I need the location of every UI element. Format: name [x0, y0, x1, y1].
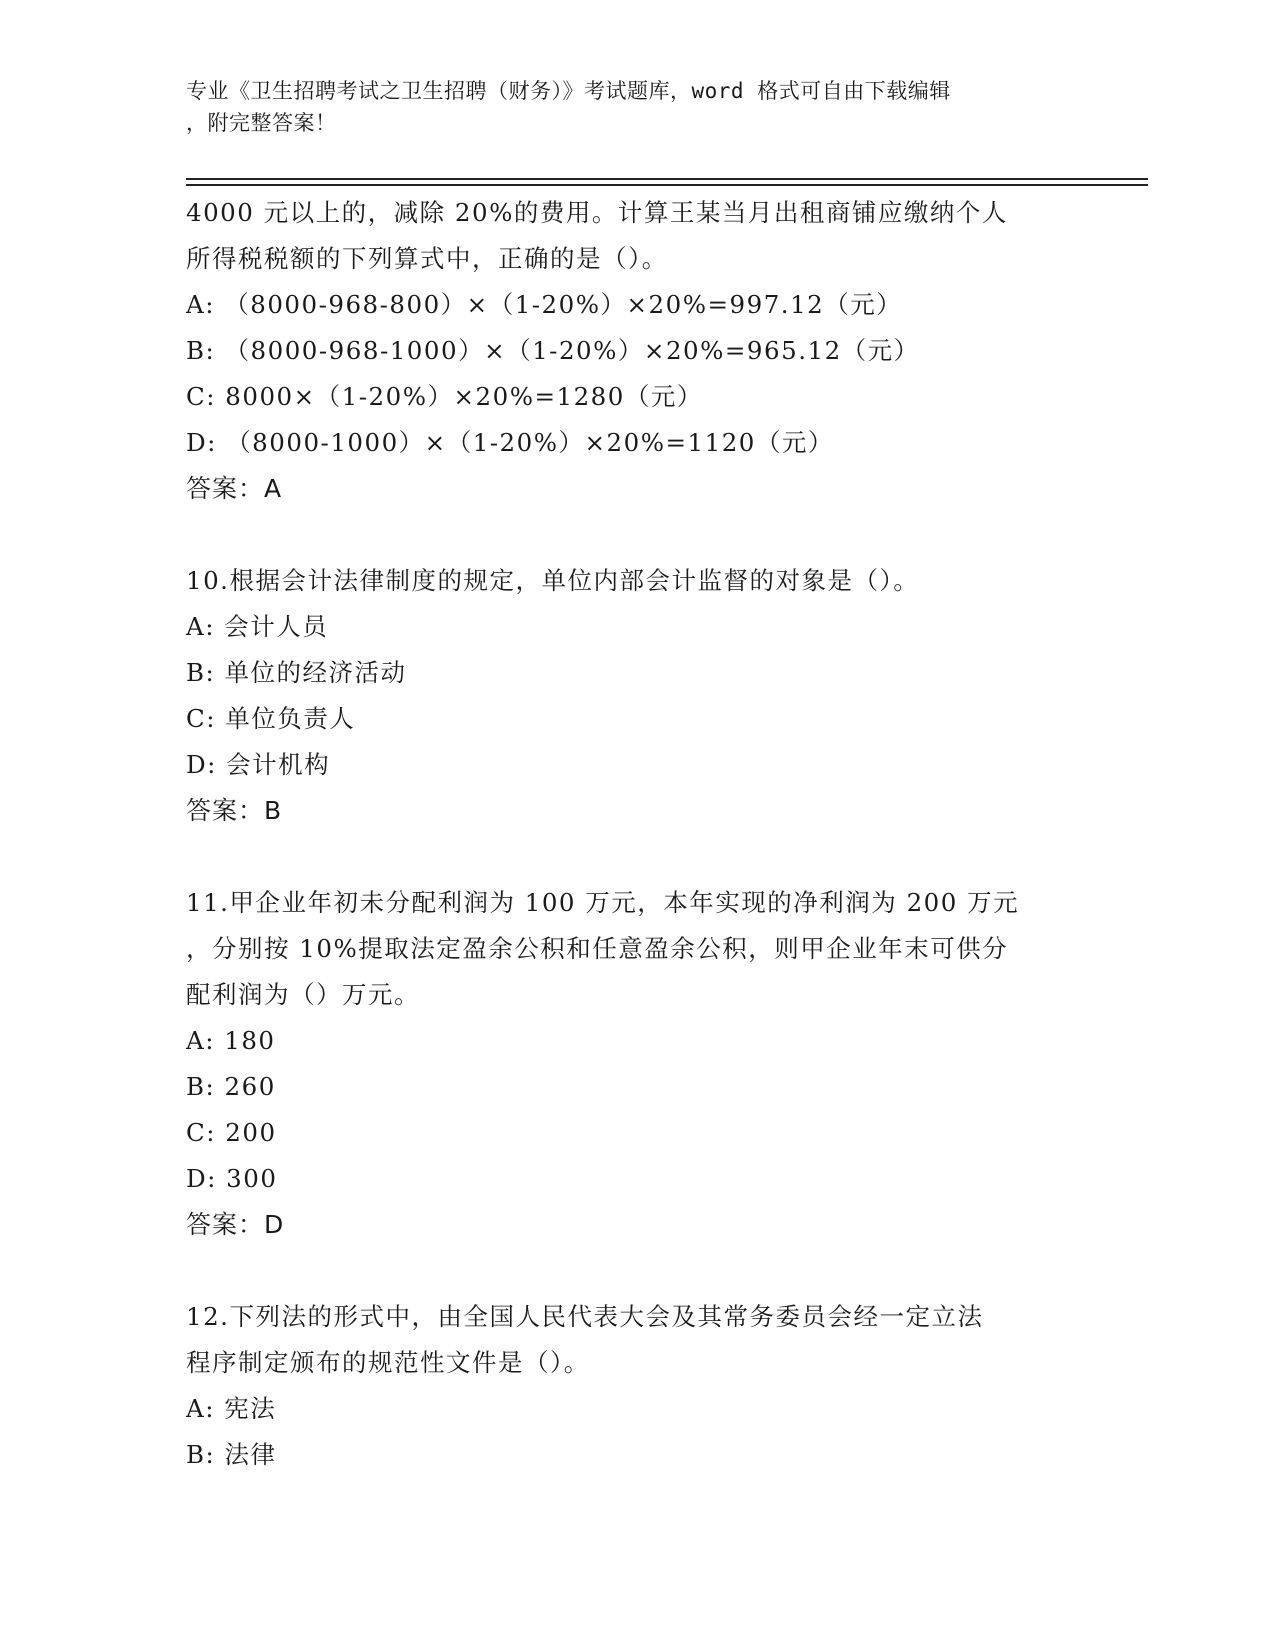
option-a: A: 宪法 — [186, 1394, 277, 1423]
question-stem: 4000 元以上的，减除 20%的费用。计算王某当月出租商铺应缴纳个人 — [186, 198, 1008, 227]
question-stem: 12.下列法的形式中，由全国人民代表大会及其常务委员会经一定立法 — [186, 1302, 984, 1331]
header-divider-bottom — [186, 184, 1148, 186]
option-a: A: （8000-968-800）×（1-20%）×20%=997.12（元） — [186, 290, 903, 319]
document-header — [186, 75, 1066, 139]
option-d: D: 300 — [186, 1164, 278, 1193]
option-c: C: 8000×（1-20%）×20%=1280（元） — [186, 382, 703, 411]
spacer — [186, 834, 1086, 880]
question-11 — [186, 880, 1086, 1248]
option-c: C: 单位负责人 — [186, 704, 356, 733]
header-line-2: ，附完整答案！ — [186, 111, 337, 135]
question-list — [186, 190, 1086, 1478]
spacer — [186, 512, 1086, 558]
question-stem: ，分别按 10%提取法定盈余公积和任意盈余公积，则甲企业年末可供分 — [186, 934, 1009, 963]
answer: 答案：D — [186, 1210, 285, 1239]
question-stem: 所得税税额的下列算式中，正确的是（）。 — [186, 244, 668, 273]
question-stem: 配利润为（）万元。 — [186, 980, 420, 1009]
option-d: D: （8000-1000）×（1-20%）×20%=1120（元） — [186, 428, 834, 457]
option-c: C: 200 — [186, 1118, 277, 1147]
question-10 — [186, 558, 1086, 834]
option-d: D: 会计机构 — [186, 750, 331, 779]
answer: 答案：A — [186, 474, 283, 503]
option-b: B: 单位的经济活动 — [186, 658, 407, 687]
question-stem: 程序制定颁布的规范性文件是（）。 — [186, 1348, 590, 1377]
question-12 — [186, 1294, 1086, 1478]
answer: 答案：B — [186, 796, 283, 825]
question-9 — [186, 190, 1086, 512]
option-b: B: （8000-968-1000）×（1-20%）×20%=965.12（元） — [186, 336, 920, 365]
spacer — [186, 1248, 1086, 1294]
question-stem: 10.根据会计法律制度的规定，单位内部会计监督的对象是（）。 — [186, 566, 920, 595]
option-b: B: 法律 — [186, 1440, 277, 1469]
header-divider-top — [186, 178, 1148, 180]
option-a: A: 180 — [186, 1026, 276, 1055]
option-a: A: 会计人员 — [186, 612, 329, 641]
header-line-1: 专业《卫生招聘考试之卫生招聘（财务）》考试题库，word 格式可自由下载编辑 — [186, 79, 951, 103]
question-stem: 11.甲企业年初未分配利润为 100 万元，本年实现的净利润为 200 万元 — [186, 888, 1020, 917]
option-b: B: 260 — [186, 1072, 276, 1101]
